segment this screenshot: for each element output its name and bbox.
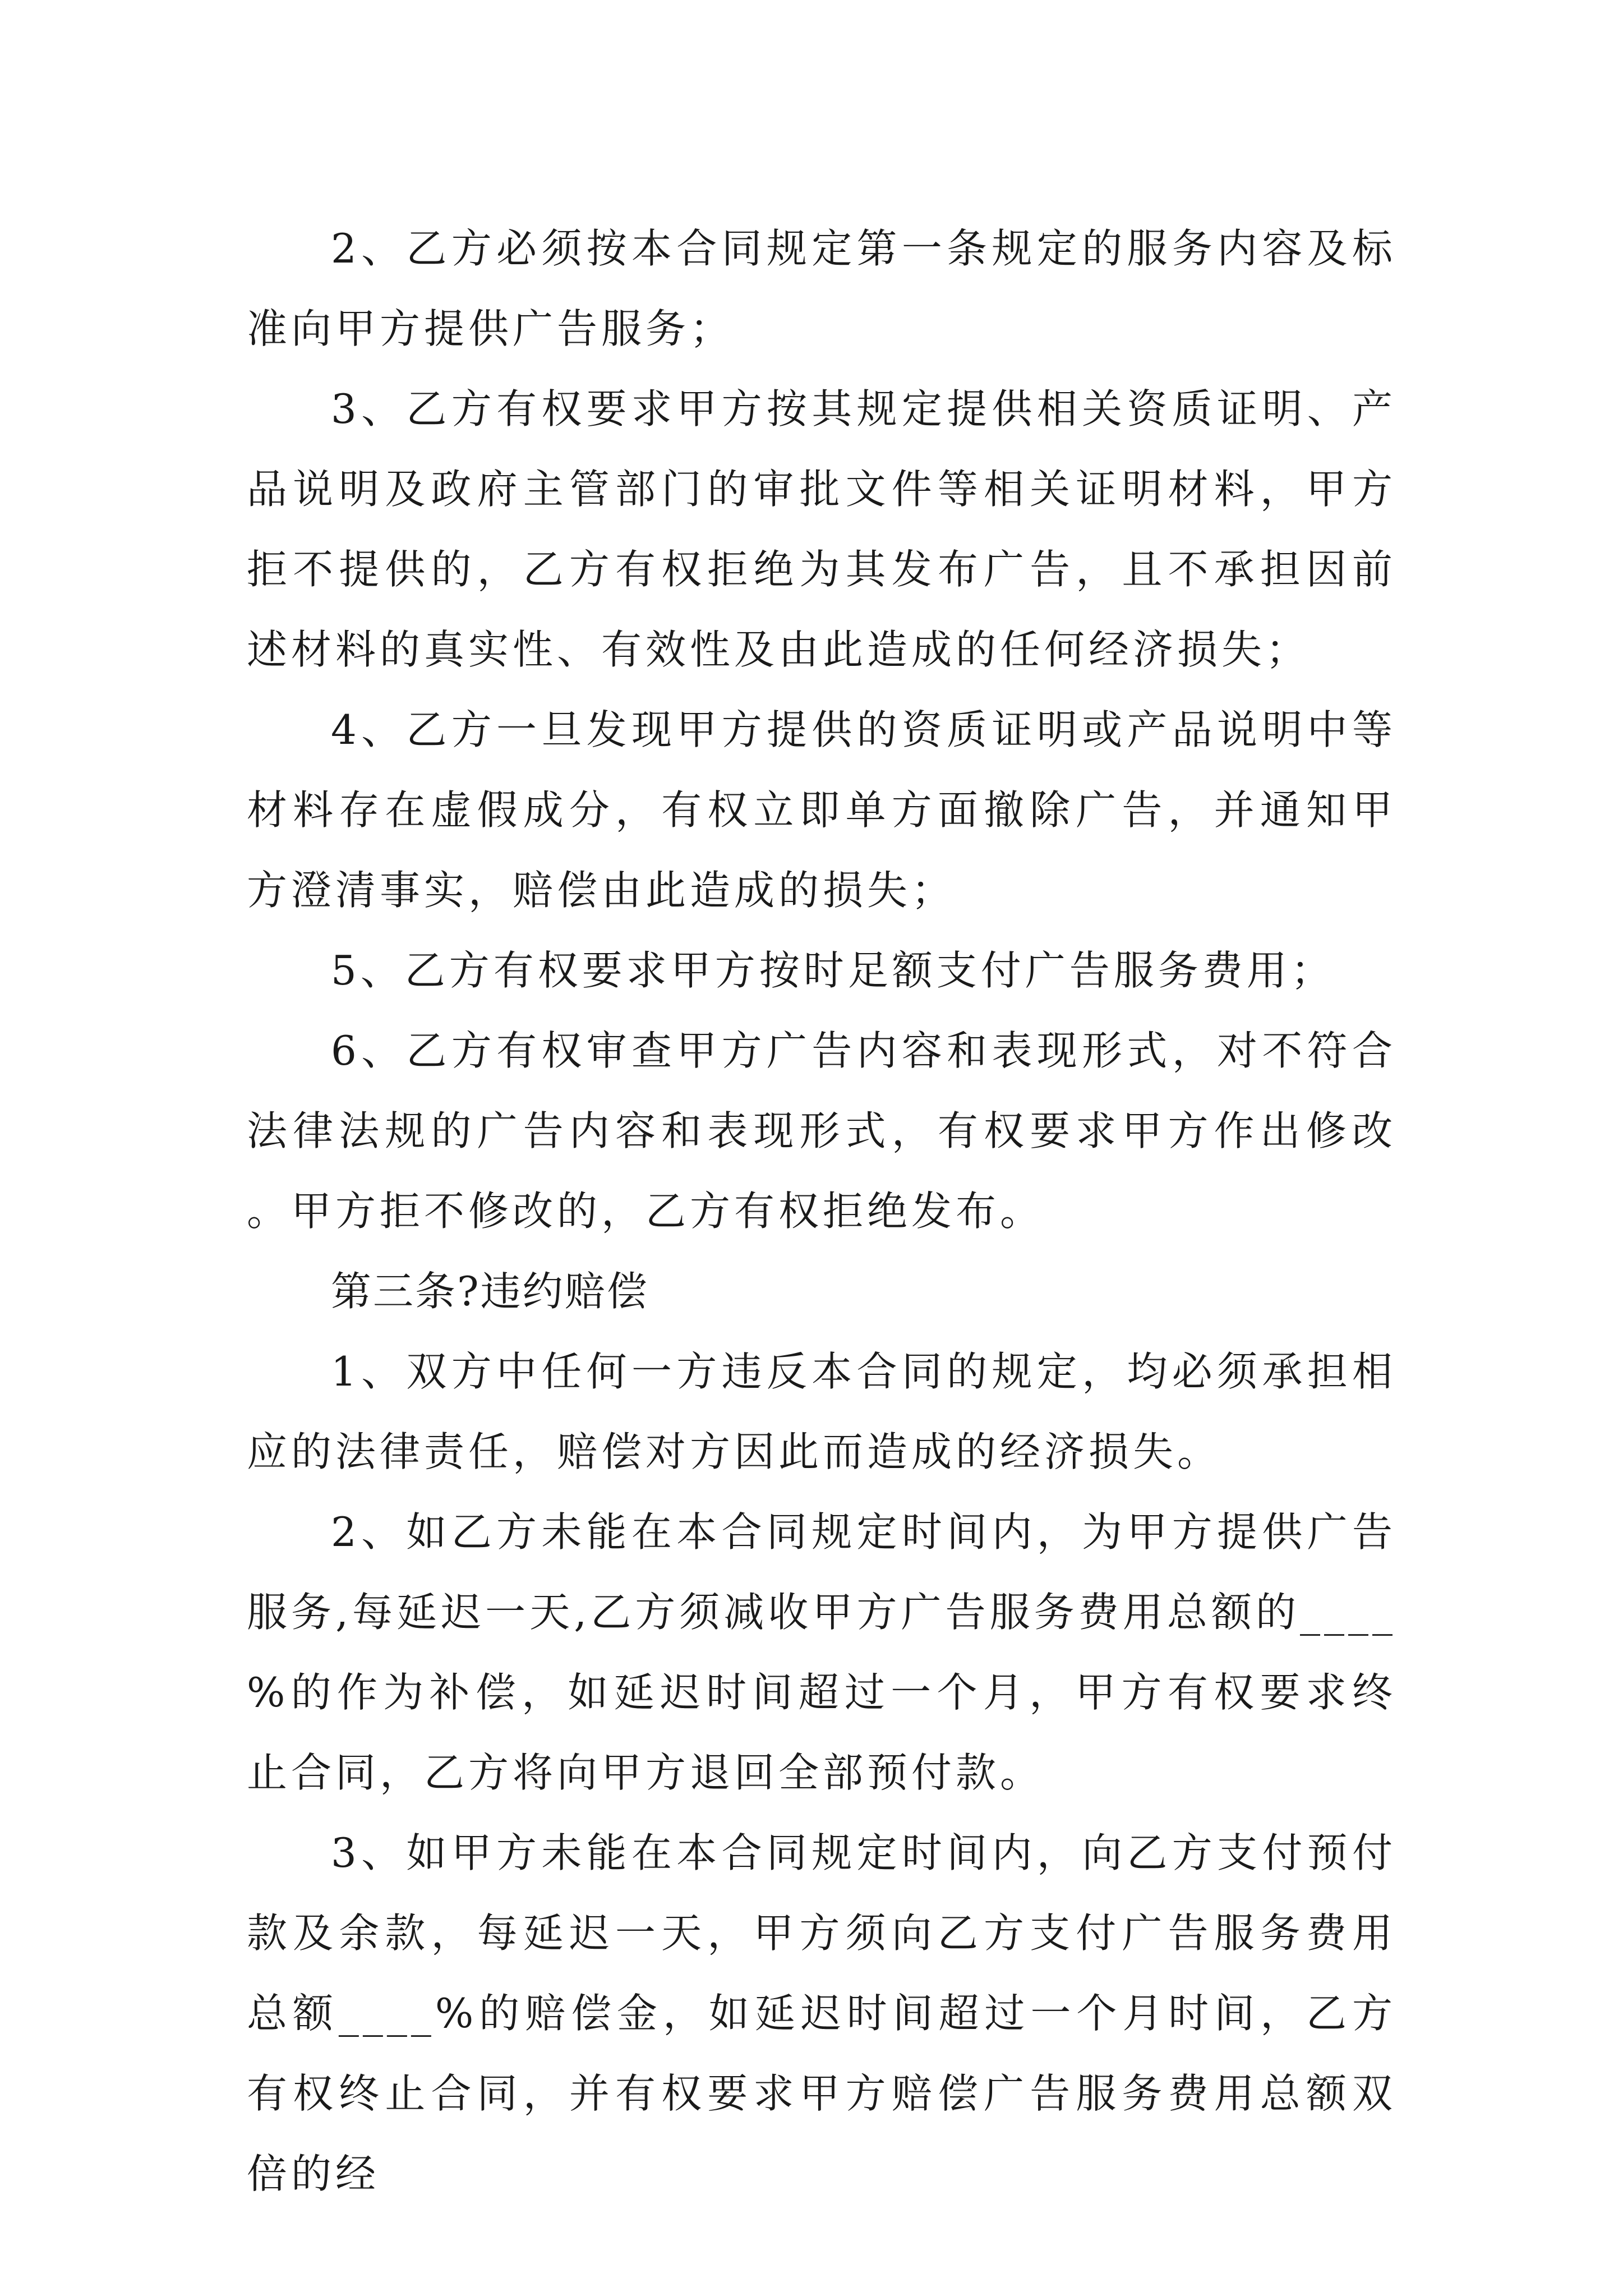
clause-4-paragraph: 4、乙方一旦发现甲方提供的资质证明或产品说明中等材料存在虚假成分，有权立即单方面撤除广告，并通知甲方澄清事实，赔偿由此造成的损失； bbox=[247, 706, 1396, 914]
clause-3-paragraph: 3、乙方有权要求甲方按其规定提供相关资质证明、产品说明及政府主管部门的审批文件等相关证明材料，甲方拒不提供的，乙方有权拒绝为其发布广告，且不承担因前述材料的真实性、有效性及由此造成的任何经济损失； bbox=[247, 385, 1396, 673]
breach-clause-3-paragraph: 3、如甲方未能在本合同规定时间内，向乙方支付预付款及余款，每延迟一天，甲方须向乙方支付广告服务费用总额____%的赔偿金，如延迟时间超过一个月时间，乙方有权终止合同，并有权要求甲方赔偿广告服务费用总额双倍的经 bbox=[247, 1829, 1396, 2197]
breach-clause-1-paragraph: 1、双方中任何一方违反本合同的规定，均必须承担相应的法律责任，赔偿对方因此而造成的经济损失。 bbox=[247, 1348, 1396, 1475]
clause-6-paragraph: 6、乙方有权审查甲方广告内容和表现形式，对不符合法律法规的广告内容和表现形式，有权要求甲方作出修改。甲方拒不修改的，乙方有权拒绝发布。 bbox=[247, 1027, 1396, 1235]
clause-5-paragraph: 5、乙方有权要求甲方按时足额支付广告服务费用； bbox=[331, 947, 1335, 994]
clause-2-paragraph: 2、乙方必须按本合同规定第一条规定的服务内容及标准向甲方提供广告服务； bbox=[247, 225, 1396, 352]
article-3-heading: 第三条?违约赔偿 bbox=[331, 1268, 649, 1315]
contract-body bbox=[247, 209, 1396, 2214]
breach-clause-2-paragraph: 2、如乙方未能在本合同规定时间内，为甲方提供广告服务,每延迟一天,乙方须减收甲方广告服务费用总额的____%的作为补偿，如延迟时间超过一个月，甲方有权要求终止合同，乙方将向甲方退回全部预付款。 bbox=[247, 1508, 1396, 1796]
